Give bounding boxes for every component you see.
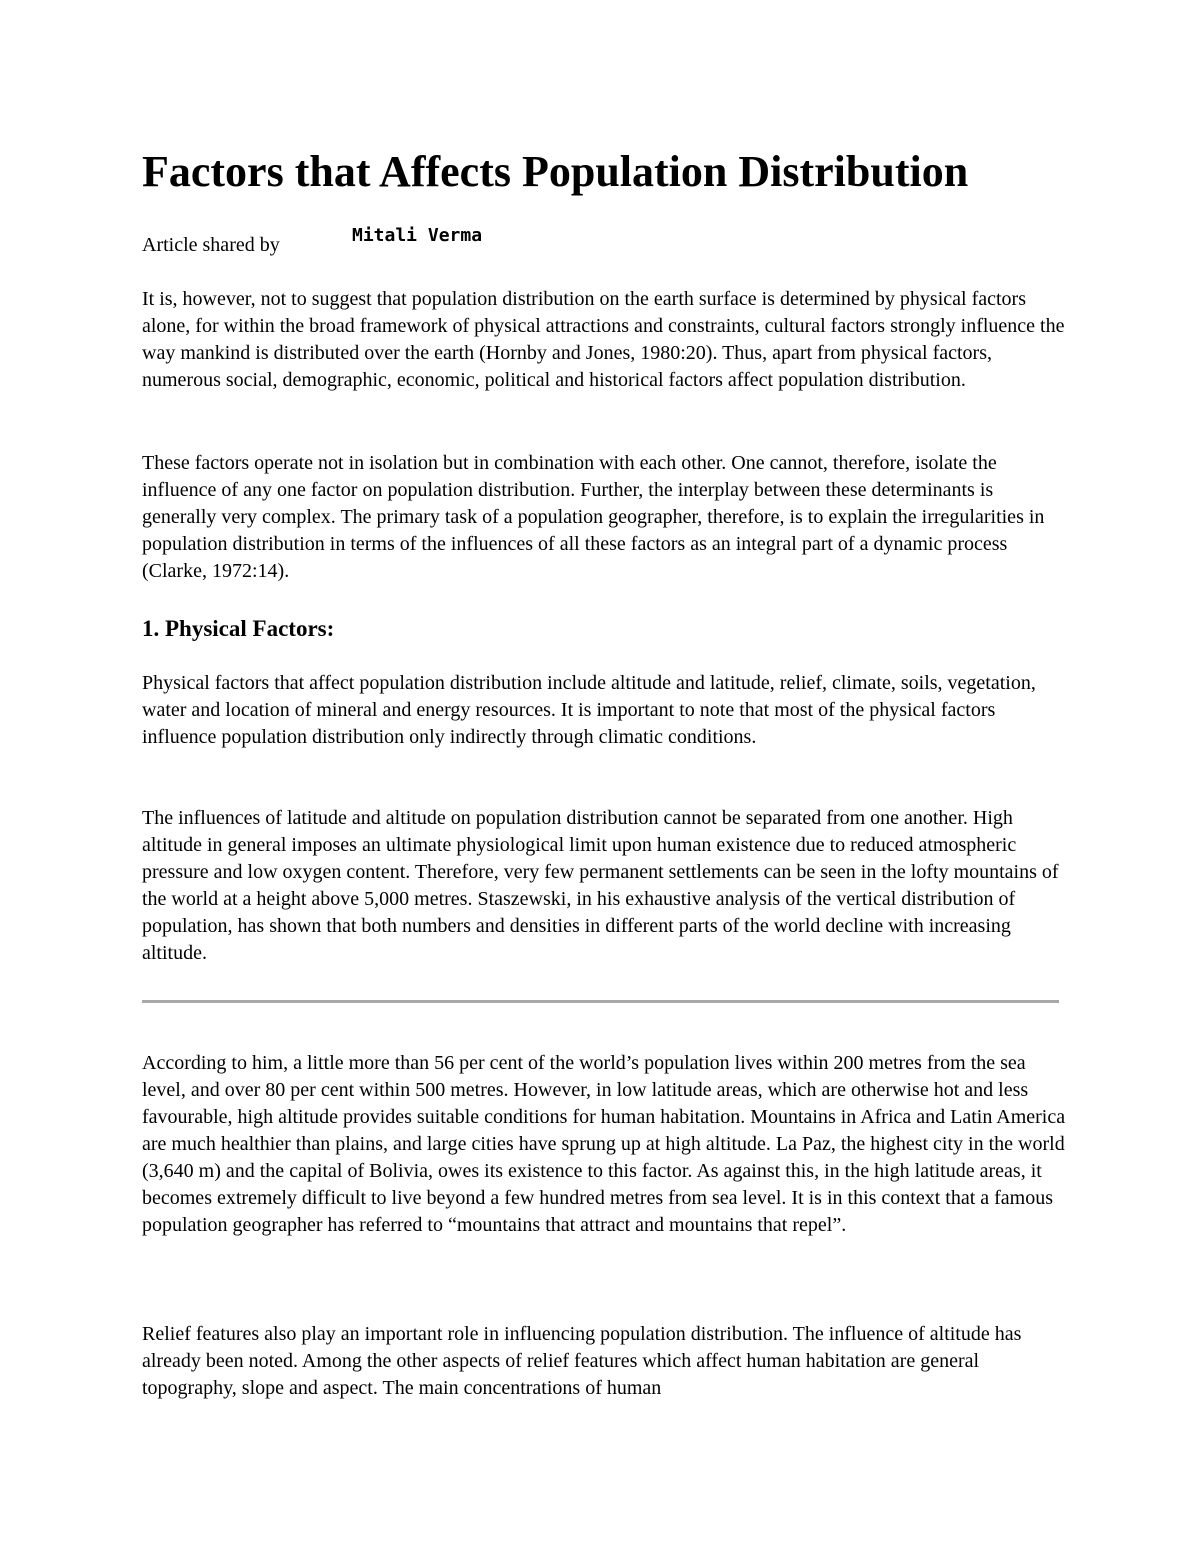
byline-label: Article shared by	[142, 234, 280, 256]
paragraph-relief: Relief features also play an important role in influencing population distribution. The influence of altitude has already been noted. Among the other aspects of relief features which affect human habitation are general topography, slope and aspect. The main concentrations of human	[142, 1323, 1022, 1399]
article-title: Factors that Affects Population Distribution	[142, 147, 969, 196]
paragraph-intro-2: These factors operate not in isolation but in combination with each other. One cannot, therefore, isolate the influence of any one factor on population distribution. Further, the interplay between these determinants is generally very complex. The primary task of a population geographer, therefore, is to explain the irregularities in population distribution in terms of the influences of all these factors as an integral part of a dynamic process (Clarke, 1972:14).	[142, 452, 1045, 582]
section-divider	[142, 1000, 1059, 1003]
section-heading: 1. Physical Factors:	[142, 616, 335, 641]
paragraph-intro-1: It is, however, not to suggest that population distribution on the earth surface is determined by physical factors alone, for within the broad framework of physical attractions and constraints, cultural factors strongly influence the way mankind is distributed over the earth (Hornby and Jones, 1980:20). Thus, apart from physical factors, numerous social, demographic, economic, political and historical factors affect population distribution.	[142, 288, 1065, 391]
paragraph-altitude: According to him, a little more than 56 per cent of the world’s population lives within 200 metres from the sea level, and over 80 per cent within 500 metres. However, in low latitude areas, which are otherwise hot and less favourable, high altitude provides suitable conditions for human habitation. Mountains in Africa and Latin America are much healthier than plains, and large cities have sprung up at high altitude. La Paz, the highest city in the world (3,640 m) and the capital of Bolivia, owes its existence to this factor. As against this, in the high latitude areas, it becomes extremely difficult to live beyond a few hundred metres from sea level. It is in this context that a famous population geographer has referred to “mountains that attract and mountains that repel”.	[142, 1052, 1066, 1236]
paragraph-physical-2: The influences of latitude and altitude on population distribution cannot be separated from one another. High altitude in general imposes an ultimate physiological limit upon human existence due to reduced atmospheric pressure and low oxygen content. Therefore, very few permanent settlements can be seen in the lofty mountains of the world at a height above 5,000 metres. Staszewski, in his exhaustive analysis of the vertical distribution of population, has shown that both numbers and densities in different parts of the world decline with increasing altitude.	[142, 807, 1059, 964]
author-name: Mitali Verma	[352, 225, 483, 246]
byline	[142, 225, 1062, 268]
paragraph-physical-1: Physical factors that affect population distribution include altitude and latitude, relief, climate, soils, vegetation, water and location of mineral and energy resources. It is important to note that most of the physical factors influence population distribution only indirectly through climatic conditions.	[142, 672, 1036, 748]
